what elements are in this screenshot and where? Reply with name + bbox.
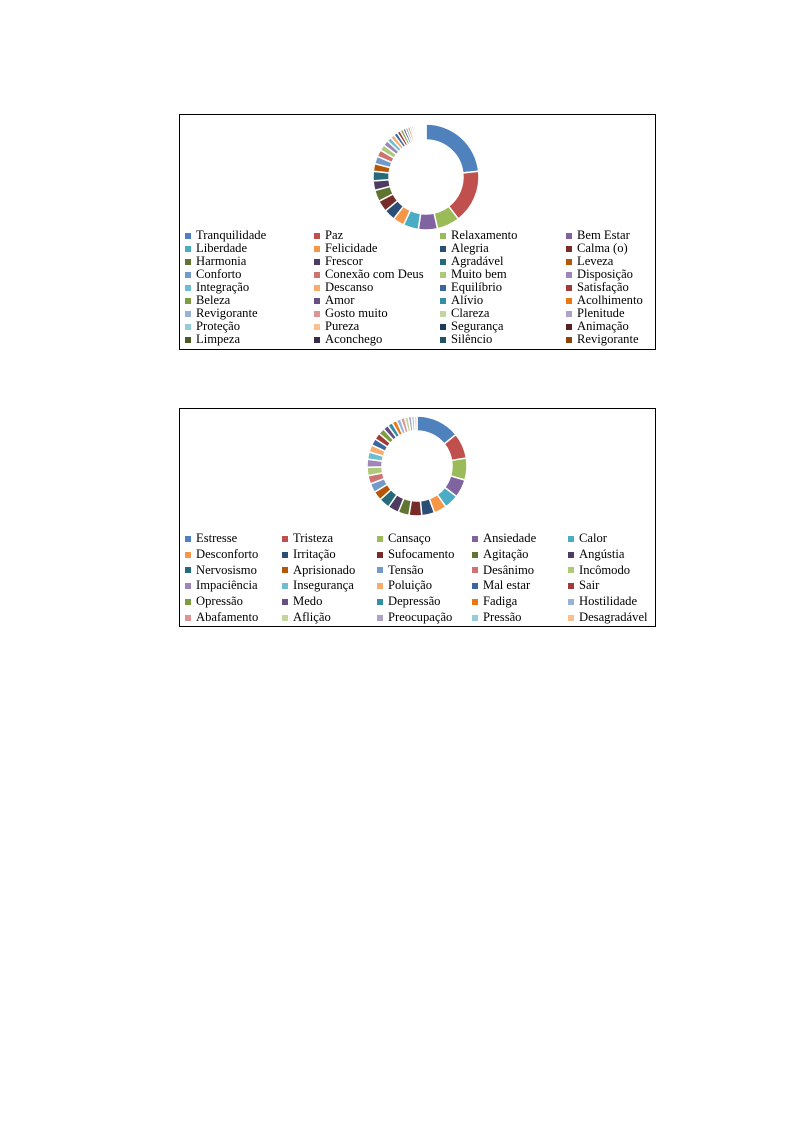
legend-label: Frescor xyxy=(325,254,363,268)
legend-label: Clareza xyxy=(451,306,490,320)
legend-swatch xyxy=(440,311,446,317)
legend-label: Medo xyxy=(293,594,323,609)
legend-positive xyxy=(185,229,653,346)
legend-swatch xyxy=(566,324,572,330)
legend-item-tristeza xyxy=(282,531,377,547)
legend-item-inseguranca xyxy=(282,578,377,594)
legend-item-fadiga xyxy=(472,594,568,610)
legend-swatch xyxy=(568,615,574,621)
legend-label: Integração xyxy=(196,280,250,294)
legend-swatch xyxy=(566,272,572,278)
legend-swatch xyxy=(377,536,383,542)
legend-swatch xyxy=(314,246,320,252)
legend-label: Tranquilidade xyxy=(196,228,267,242)
legend-swatch xyxy=(472,583,478,589)
legend-swatch xyxy=(440,233,446,239)
legend-swatch xyxy=(185,536,191,542)
legend-label: Cansaço xyxy=(388,531,431,545)
legend-swatch xyxy=(566,298,572,304)
legend-swatch xyxy=(314,324,320,330)
donut-slice-bem-estar xyxy=(418,213,437,230)
legend-item-tensao xyxy=(377,563,472,579)
legend-item-desanimo xyxy=(472,563,568,579)
legend-swatch xyxy=(566,233,572,239)
legend-swatch xyxy=(314,337,320,343)
legend-label: Descanso xyxy=(325,280,374,294)
legend-swatch xyxy=(314,259,320,265)
legend-label: Hostilidade xyxy=(579,594,638,609)
legend-label: Gosto muito xyxy=(325,306,388,320)
legend-swatch xyxy=(440,337,446,343)
legend-label: Insegurança xyxy=(293,578,354,593)
legend-label: Muito bem xyxy=(451,267,507,281)
legend-label: Agradável xyxy=(451,254,504,268)
legend-swatch xyxy=(568,536,574,542)
legend-swatch xyxy=(185,233,191,239)
legend-swatch xyxy=(185,615,191,621)
legend-label: Depressão xyxy=(388,594,441,609)
legend-item-nervosismo xyxy=(185,563,282,579)
legend-item-impaciencia xyxy=(185,578,282,594)
donut-slice-tranquilidade xyxy=(426,124,479,173)
legend-item-poluicao xyxy=(377,578,472,594)
legend-item-ansiedade xyxy=(472,531,568,547)
chart-negative-feelings xyxy=(179,408,656,627)
legend-swatch xyxy=(440,246,446,252)
legend-label: Fadiga xyxy=(483,594,518,609)
donut-slice-revigorante xyxy=(425,124,426,140)
legend-label: Animação xyxy=(577,319,629,333)
legend-label: Alegria xyxy=(451,241,489,255)
legend-label: Opressão xyxy=(196,594,243,609)
legend-item-hostilidade xyxy=(568,594,660,610)
legend-label: Desânimo xyxy=(483,562,535,577)
legend-label: Pressão xyxy=(483,609,522,624)
legend-item-pressao xyxy=(472,610,568,626)
legend-swatch xyxy=(472,536,478,542)
legend-swatch xyxy=(566,337,572,343)
legend-label: Proteção xyxy=(196,319,241,333)
legend-label: Sufocamento xyxy=(388,546,455,561)
legend-label: Estresse xyxy=(196,531,238,545)
legend-label: Mal estar xyxy=(483,578,531,593)
legend-item-opressao xyxy=(185,594,282,610)
legend-item-agitacao xyxy=(472,547,568,563)
legend-label: Sair xyxy=(579,578,600,593)
legend-label: Disposição xyxy=(577,267,633,281)
legend-swatch xyxy=(377,615,383,621)
legend-swatch xyxy=(472,615,478,621)
legend-swatch xyxy=(566,285,572,291)
legend-label: Calma (o) xyxy=(577,241,628,255)
legend-swatch xyxy=(314,285,320,291)
legend-label: Desagradável xyxy=(579,609,648,624)
legend-item-depressao xyxy=(377,594,472,610)
legend-label: Desconforto xyxy=(196,546,259,561)
legend-label: Ansiedade xyxy=(483,531,537,545)
legend-swatch xyxy=(377,567,383,573)
legend-item-aprisionado xyxy=(282,563,377,579)
legend-swatch xyxy=(282,615,288,621)
legend-swatch xyxy=(440,259,446,265)
legend-item-silencio xyxy=(440,333,566,346)
legend-swatch xyxy=(377,583,383,589)
legend-swatch xyxy=(314,233,320,239)
legend-label: Relaxamento xyxy=(451,228,518,242)
legend-label: Segurança xyxy=(451,319,504,333)
legend-label: Liberdade xyxy=(196,241,248,255)
legend-swatch xyxy=(185,599,191,605)
legend-swatch xyxy=(472,552,478,558)
legend-item-medo xyxy=(282,594,377,610)
legend-swatch xyxy=(568,552,574,558)
legend-swatch xyxy=(314,298,320,304)
legend-label: Felicidade xyxy=(325,241,378,255)
legend-item-calor xyxy=(568,531,660,547)
legend-item-abafamento xyxy=(185,610,282,626)
legend-label: Silêncio xyxy=(451,332,493,346)
legend-negative xyxy=(185,531,653,626)
legend-label: Leveza xyxy=(577,254,614,268)
donut-slice-desagradavel xyxy=(414,416,417,431)
chart-positive-feelings xyxy=(179,114,656,350)
legend-label: Revigorante xyxy=(196,306,258,320)
legend-swatch xyxy=(185,311,191,317)
legend-label: Aflição xyxy=(293,609,331,624)
legend-swatch xyxy=(566,246,572,252)
legend-swatch xyxy=(282,567,288,573)
legend-item-estresse xyxy=(185,531,282,547)
legend-item-revigorante xyxy=(566,333,658,346)
legend-label: Harmonia xyxy=(196,254,247,268)
legend-label: Angústia xyxy=(579,546,625,561)
legend-label: Irritação xyxy=(293,546,336,561)
legend-label: Conforto xyxy=(196,267,242,281)
legend-swatch xyxy=(566,259,572,265)
legend-label: Plenitude xyxy=(577,306,625,320)
legend-swatch xyxy=(185,272,191,278)
legend-swatch xyxy=(282,583,288,589)
legend-label: Beleza xyxy=(196,293,231,307)
legend-label: Incômodo xyxy=(579,562,631,577)
legend-swatch xyxy=(185,567,191,573)
legend-swatch xyxy=(185,285,191,291)
legend-swatch xyxy=(314,311,320,317)
legend-swatch xyxy=(185,246,191,252)
legend-label: Alívio xyxy=(451,293,484,307)
legend-swatch xyxy=(568,567,574,573)
legend-label: Equilíbrio xyxy=(451,280,503,294)
legend-swatch xyxy=(440,298,446,304)
legend-swatch xyxy=(282,552,288,558)
legend-swatch xyxy=(185,324,191,330)
legend-label: Bem Estar xyxy=(577,228,630,242)
legend-label: Aconchego xyxy=(325,332,383,346)
legend-swatch xyxy=(282,536,288,542)
legend-swatch xyxy=(185,259,191,265)
legend-label: Poluição xyxy=(388,578,433,593)
legend-item-mal-estar xyxy=(472,578,568,594)
legend-swatch xyxy=(185,337,191,343)
legend-swatch xyxy=(185,552,191,558)
legend-swatch xyxy=(377,599,383,605)
legend-label: Agitação xyxy=(483,546,529,561)
legend-swatch xyxy=(185,298,191,304)
legend-item-cansaco xyxy=(377,531,472,547)
legend-label: Acolhimento xyxy=(577,293,643,307)
legend-item-aconchego xyxy=(314,333,440,346)
legend-label: Satisfação xyxy=(577,280,629,294)
legend-item-sufocamento xyxy=(377,547,472,563)
legend-swatch xyxy=(568,599,574,605)
legend-item-desconforto xyxy=(185,547,282,563)
legend-item-incomodo xyxy=(568,563,660,579)
legend-label: Abafamento xyxy=(196,609,259,624)
legend-swatch xyxy=(440,285,446,291)
legend-item-desagradavel xyxy=(568,610,660,626)
legend-swatch xyxy=(472,599,478,605)
legend-swatch xyxy=(440,272,446,278)
legend-label: Impaciência xyxy=(196,578,258,593)
legend-swatch xyxy=(568,583,574,589)
legend-swatch xyxy=(185,583,191,589)
donut-chart-negative xyxy=(180,409,657,529)
legend-label: Paz xyxy=(325,228,344,242)
legend-label: Nervosismo xyxy=(196,562,257,577)
legend-item-sair xyxy=(568,578,660,594)
legend-item-aflicao xyxy=(282,610,377,626)
legend-swatch xyxy=(440,324,446,330)
legend-swatch xyxy=(377,552,383,558)
legend-label: Revigorante xyxy=(577,332,639,346)
legend-swatch xyxy=(472,567,478,573)
legend-label: Tensão xyxy=(388,562,424,577)
legend-label: Pureza xyxy=(325,319,360,333)
legend-item-angustia xyxy=(568,547,660,563)
legend-swatch xyxy=(566,311,572,317)
legend-item-preocupacao xyxy=(377,610,472,626)
legend-label: Preocupação xyxy=(388,609,453,624)
legend-label: Limpeza xyxy=(196,332,241,346)
donut-chart-positive xyxy=(180,115,657,229)
legend-label: Conexão com Deus xyxy=(325,267,424,281)
legend-item-limpeza xyxy=(185,333,314,346)
legend-label: Tristeza xyxy=(293,531,334,545)
legend-swatch xyxy=(314,272,320,278)
legend-label: Aprisionado xyxy=(293,562,356,577)
legend-label: Amor xyxy=(325,293,355,307)
legend-item-irritacao xyxy=(282,547,377,563)
legend-swatch xyxy=(282,599,288,605)
legend-label: Calor xyxy=(579,531,607,545)
